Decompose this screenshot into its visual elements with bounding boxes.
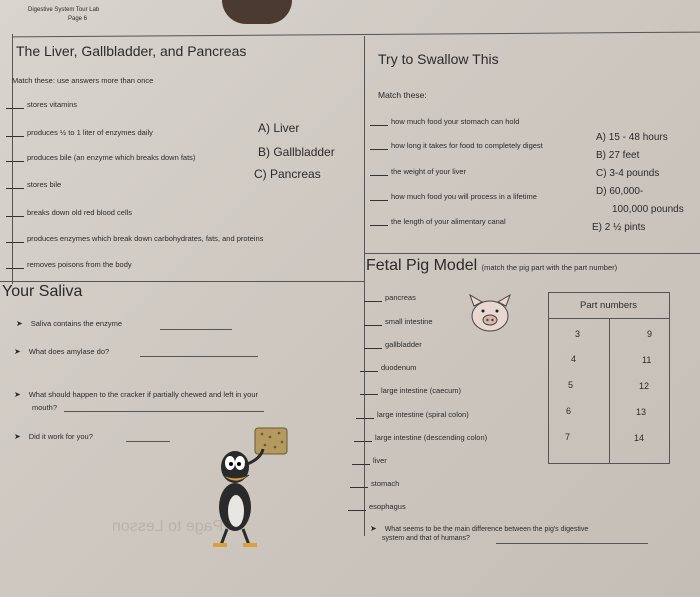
mirrored-watermark: Page to Lesson bbox=[112, 518, 224, 535]
liver-instruction: Match these: use answers more than once bbox=[12, 76, 154, 85]
swallow-answer-d-cont: 100,000 pounds bbox=[612, 204, 684, 215]
answer-blank[interactable] bbox=[6, 242, 24, 243]
part-number: 4 bbox=[571, 354, 577, 364]
answer-blank[interactable] bbox=[370, 125, 388, 126]
saliva-answer-line[interactable] bbox=[140, 356, 258, 357]
answer-blank[interactable] bbox=[364, 348, 382, 349]
saliva-question-cont: mouth? bbox=[32, 403, 58, 412]
header-title: Digestive System Tour Lab bbox=[28, 7, 100, 13]
liver-answer-c: C) Pancreas bbox=[254, 167, 321, 181]
answer-blank[interactable] bbox=[364, 325, 382, 326]
pig-part-item: large intestine (spiral colon) bbox=[356, 410, 469, 419]
saliva-answer-line[interactable] bbox=[126, 441, 170, 442]
swallow-answer-e: E) 2 ½ pints bbox=[592, 222, 646, 233]
answer-blank[interactable] bbox=[370, 149, 388, 150]
answer-blank[interactable] bbox=[6, 268, 24, 269]
liver-item: breaks down old red blood cells bbox=[6, 208, 132, 217]
liver-item: produces bile (an enzyme which breaks down fats) bbox=[6, 153, 195, 162]
saliva-question: ➤ Saliva contains the enzyme bbox=[16, 319, 123, 328]
liver-answer-b: B) Gallbladder bbox=[258, 145, 335, 159]
part-numbers-title: Part numbers bbox=[580, 300, 638, 311]
top-border bbox=[12, 32, 700, 38]
answer-blank[interactable] bbox=[370, 175, 388, 176]
saliva-question: ➤ What does amylase do? bbox=[14, 347, 110, 356]
swallow-item: how long it takes for food to completely digest bbox=[370, 141, 543, 150]
part-number: 3 bbox=[575, 329, 581, 339]
swallow-section-title: Try to Swallow This bbox=[378, 51, 499, 67]
saliva-answer-line[interactable] bbox=[64, 411, 264, 412]
swallow-answer-c: C) 3-4 pounds bbox=[596, 168, 660, 179]
saliva-answer-line[interactable] bbox=[160, 329, 232, 330]
part-number: 7 bbox=[565, 432, 571, 442]
hand-shadow bbox=[222, 0, 292, 24]
answer-blank[interactable] bbox=[6, 216, 24, 217]
answer-blank[interactable] bbox=[370, 200, 388, 201]
answer-blank[interactable] bbox=[6, 108, 24, 109]
pig-icon bbox=[462, 292, 518, 336]
pig-question-cont: system and that of humans? bbox=[382, 535, 470, 542]
answer-blank[interactable] bbox=[6, 188, 24, 189]
part-number: 11 bbox=[642, 355, 652, 365]
part-number: 12 bbox=[639, 381, 650, 391]
pig-answer-line[interactable] bbox=[496, 543, 648, 544]
saliva-question: ➤ Did it work for you? bbox=[14, 432, 93, 441]
pig-part-item: esophagus bbox=[348, 502, 406, 511]
pig-part-item: liver bbox=[352, 456, 387, 465]
pig-part-item: duodenum bbox=[360, 363, 416, 372]
swallow-item: the length of your alimentary canal bbox=[370, 217, 506, 226]
swallow-answer-a: A) 15 - 48 hours bbox=[596, 132, 668, 143]
answer-blank[interactable] bbox=[352, 464, 370, 465]
fetal-pig-title: Fetal Pig Model (match the pig part with the part number) bbox=[366, 257, 618, 274]
pig-part-item: stomach bbox=[350, 479, 399, 488]
liver-answer-a: A) Liver bbox=[258, 121, 300, 135]
swallow-item: how much food you will process in a lifetime bbox=[370, 192, 537, 201]
saliva-question: ➤ What should happen to the cracker if partially chewed and left in your bbox=[14, 390, 258, 399]
swallow-answer-b: B) 27 feet bbox=[596, 150, 640, 161]
swallow-instruction: Match these: bbox=[378, 90, 427, 100]
liver-item: removes poisons from the body bbox=[6, 260, 132, 269]
answer-blank[interactable] bbox=[370, 225, 388, 226]
liver-item: stores bile bbox=[6, 180, 61, 189]
part-number: 5 bbox=[568, 380, 574, 390]
part-number: 13 bbox=[636, 407, 647, 417]
answer-blank[interactable] bbox=[348, 510, 366, 511]
header-page: Page 6 bbox=[68, 16, 88, 22]
liver-item: produces ½ to 1 liter of enzymes daily bbox=[6, 128, 153, 137]
pig-part-item: gallbladder bbox=[364, 340, 422, 349]
answer-blank[interactable] bbox=[354, 441, 372, 442]
answer-blank[interactable] bbox=[364, 301, 382, 302]
answer-blank[interactable] bbox=[360, 394, 378, 395]
answer-blank[interactable] bbox=[360, 371, 378, 372]
answer-blank[interactable] bbox=[6, 136, 24, 137]
answer-blank[interactable] bbox=[356, 418, 374, 419]
answer-blank[interactable] bbox=[6, 161, 24, 162]
part-number: 9 bbox=[647, 329, 653, 339]
liver-section-title: The Liver, Gallbladder, and Pancreas bbox=[16, 43, 247, 59]
swallow-answer-d: D) 60,000- bbox=[596, 186, 644, 197]
swallow-item: how much food your stomach can hold bbox=[370, 117, 519, 126]
pig-part-item: large intestine (caecum) bbox=[360, 386, 461, 395]
swallow-bottom-divider bbox=[364, 253, 700, 254]
pig-part-item: pancreas bbox=[364, 293, 416, 302]
part-number: 14 bbox=[634, 433, 645, 443]
liver-bottom-divider bbox=[0, 281, 364, 282]
pig-question: ➤ What seems to be the main difference between the pig's digestive bbox=[370, 524, 589, 533]
swallow-item: the weight of your liver bbox=[370, 167, 466, 176]
answer-blank[interactable] bbox=[350, 487, 368, 488]
liver-item: stores vitamins bbox=[6, 100, 77, 109]
part-numbers-column-divider bbox=[609, 318, 610, 464]
pig-part-item: large intestine (descending colon) bbox=[354, 433, 487, 442]
liver-item: produces enzymes which break down carbohydrates, fats, and proteins bbox=[6, 234, 263, 243]
saliva-section-title: Your Saliva bbox=[2, 283, 83, 300]
part-number: 6 bbox=[566, 406, 572, 416]
pig-part-item: small intestine bbox=[364, 317, 433, 326]
